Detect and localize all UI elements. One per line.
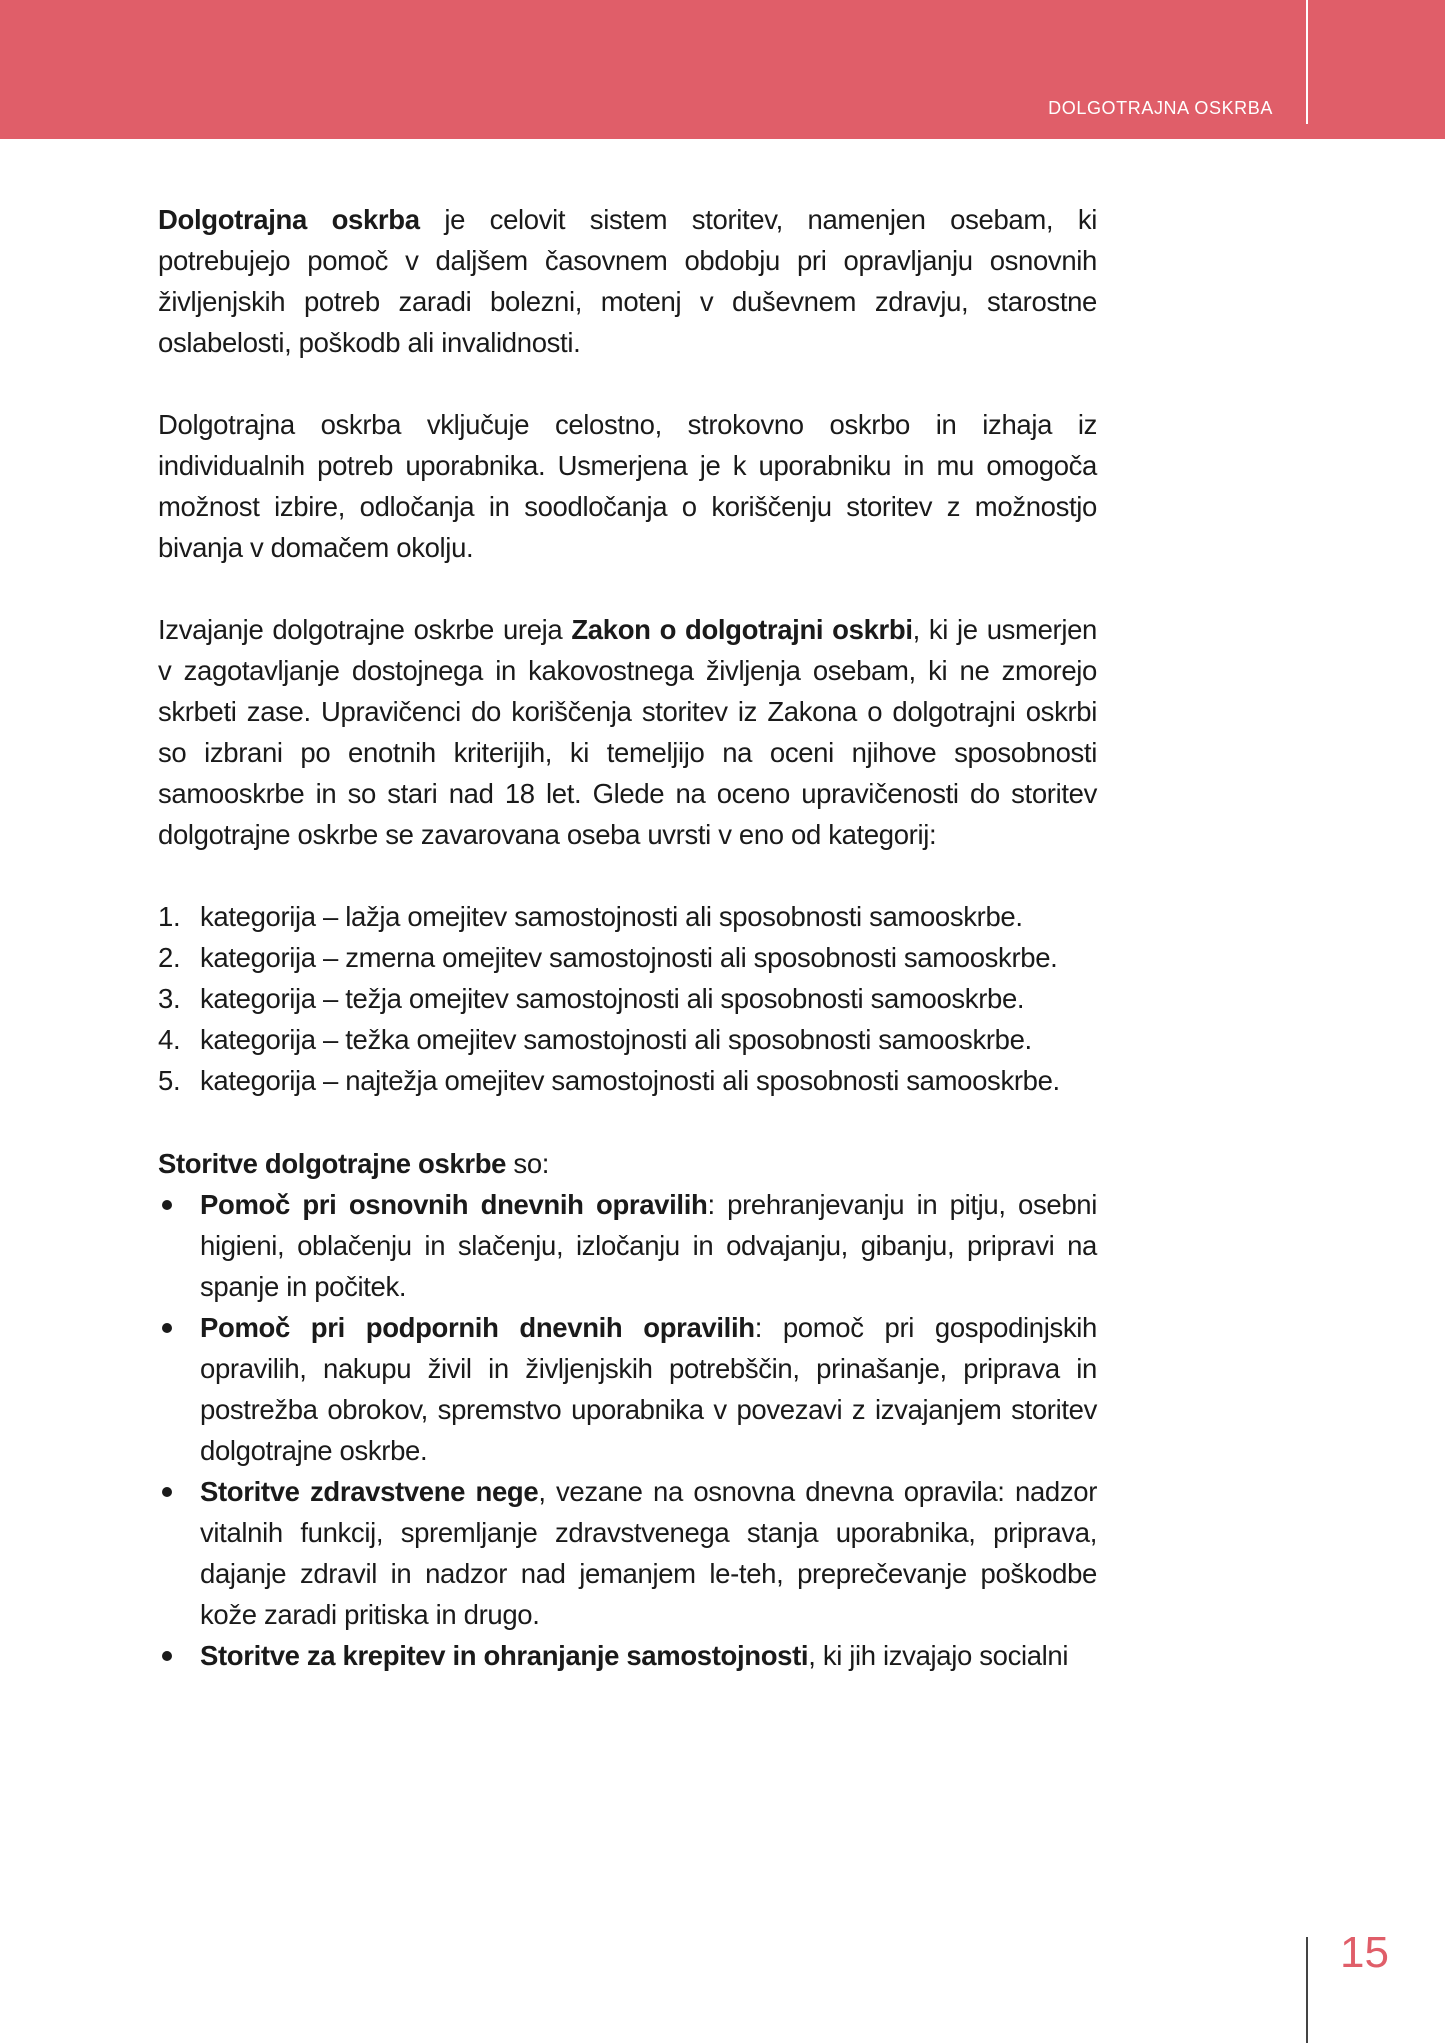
bullet-icon [162, 1651, 172, 1661]
page-number-divider [1306, 1937, 1308, 2043]
category-item: 3. kategorija – težja omejitev samostojnosti ali sposobnosti samooskrbe. [158, 978, 1097, 1019]
service-item: Pomoč pri osnovnih dnevnih opravilih: prehranjevanju in pitju, osebni higieni, oblačenju in slačenju, izločanju in odvajanju, gibanju, pripravi na spanje in počitek. [158, 1184, 1097, 1307]
category-item: 5. kategorija – najtežja omejitev samostojnosti ali sposobnosti samooskrbe. [158, 1060, 1097, 1101]
header-divider [1306, 0, 1308, 124]
list-number: 2. [158, 942, 181, 973]
paragraph-intro: Dolgotrajna oskrba je celovit sistem storitev, namenjen osebam, ki potrebujejo pomoč v daljšem časovnem obdobju pri opravljanju osnovnih življenjskih potreb zaradi bolezni, motenj v duševnem zdravju, starostne oslabelosti, poškodb ali invalidnosti. [158, 204, 1097, 358]
bullet-icon [162, 1323, 172, 1333]
category-item: 4. kategorija – težka omejitev samostojnosti ali sposobnosti samooskrbe. [158, 1019, 1097, 1060]
section-title: DOLGOTRAJNA OSKRBA [1048, 98, 1273, 118]
service-item: Storitve zdravstvene nege, vezane na osnovna dnevna opravila: nadzor vitalnih funkcij, spremljanje zdravstvenega stanja uporabnika, priprava, dajanje zdravil in nadzor nad jemanjem le-teh, preprečevanje poškodbe kože zaradi pritiska in drugo. [158, 1471, 1097, 1635]
term-dolgotrajna-oskrba: Dolgotrajna oskrba [158, 204, 420, 235]
list-number: 3. [158, 983, 181, 1014]
services-heading: Storitve dolgotrajne oskrbe so: [158, 1148, 550, 1179]
bullet-icon [162, 1200, 172, 1210]
list-number: 1. [158, 901, 181, 932]
service-item: Storitve za krepitev in ohranjanje samostojnosti, ki jih izvajajo socialni [158, 1635, 1097, 1676]
category-list [158, 896, 1097, 1101]
list-number: 4. [158, 1024, 181, 1055]
law-name: Zakon o dolgotrajni oskrbi [571, 614, 913, 645]
page-content [158, 199, 1097, 1676]
paragraph-scope: Dolgotrajna oskrba vključuje celostno, strokovno oskrbo in izhaja iz individualnih potreb uporabnika. Usmerjena je k uporabniku in mu omogoča možnost izbire, odločanja in soodločanja o koriščenju storitev z možnostjo bivanja v domačem okolju. [158, 409, 1097, 563]
header-bar [0, 0, 1445, 139]
bullet-icon [162, 1487, 172, 1497]
list-number: 5. [158, 1065, 181, 1096]
services-list [158, 1184, 1097, 1676]
service-item: Pomoč pri podpornih dnevnih opravilih: pomoč pri gospodinjskih opravilih, nakupu živil in življenjskih potrebščin, prinašanje, priprava in postrežba obrokov, spremstvo uporabnika v povezavi z izvajanjem storitev dolgotrajne oskrbe. [158, 1307, 1097, 1471]
paragraph-law: Izvajanje dolgotrajne oskrbe ureja Zakon o dolgotrajni oskrbi, ki je usmerjen v zagotavljanje dostojnega in kakovostnega življenja osebam, ki ne zmorejo skrbeti zase. Upravičenci do koriščenja storitev iz Zakona o dolgotrajni oskrbi so izbrani po enotnih kriterijih, ki temeljijo na oceni njihove sposobnosti samooskrbe in so stari nad 18 let. Glede na oceno upravičenosti do storitev dolgotrajne oskrbe se zavarovana oseba uvrsti v eno od kategorij: [158, 614, 1097, 850]
category-item: 1. kategorija – lažja omejitev samostojnosti ali sposobnosti samooskrbe. [158, 896, 1097, 937]
category-item: 2. kategorija – zmerna omejitev samostojnosti ali sposobnosti samooskrbe. [158, 937, 1097, 978]
page-number: 15 [1340, 1928, 1389, 1977]
